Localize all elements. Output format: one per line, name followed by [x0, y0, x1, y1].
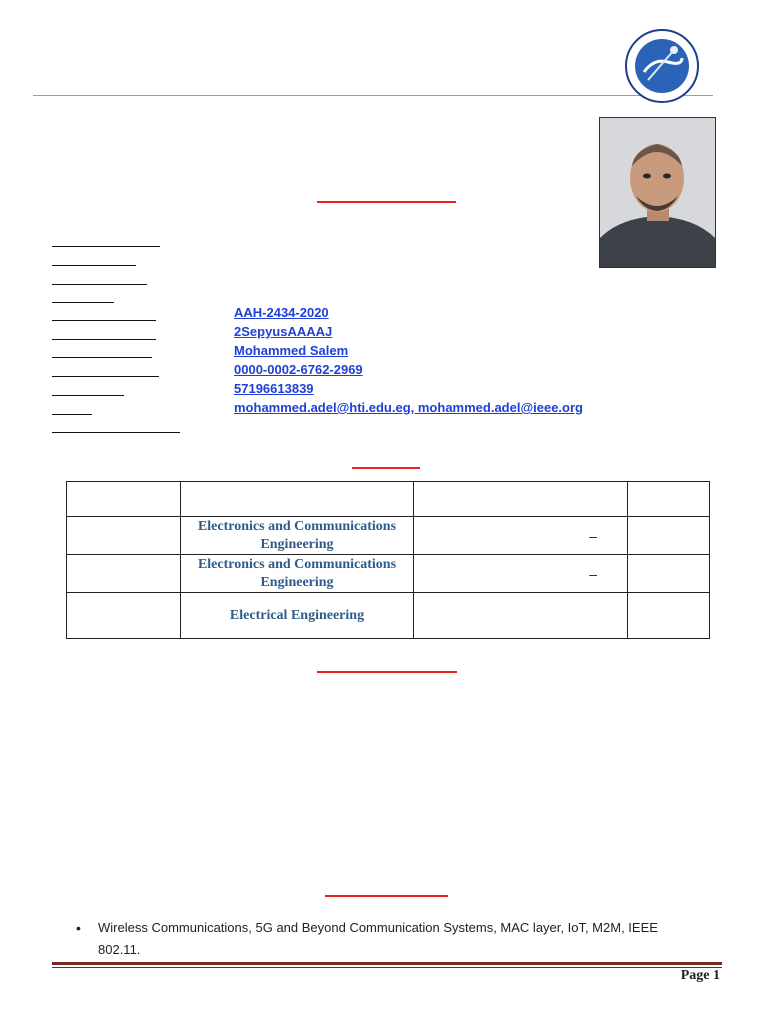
education-table: [66, 481, 710, 639]
degree-field: Electrical Engineering: [181, 593, 414, 639]
profile-photo: [599, 117, 716, 268]
label-underline: [52, 432, 180, 433]
table-header-row: [67, 482, 710, 517]
table-row: [67, 593, 710, 639]
section-heading-rule-personal: [317, 201, 456, 203]
table-cell: [414, 555, 628, 593]
researcher-id-link[interactable]: AAH-2434-2020: [234, 305, 329, 320]
page-number: Page 1: [680, 968, 720, 983]
section-heading-rule-interests: [325, 895, 448, 897]
label-underline: [52, 339, 156, 340]
label-underline: [52, 246, 160, 247]
label-underline: [52, 414, 92, 415]
research-interests-text: Wireless Communications, 5G and Beyond Communication Systems, MAC layer, IoT, M2M, IEEE 802.11.: [98, 920, 658, 957]
label-underline: [52, 320, 156, 321]
section-heading-rule-education: [352, 467, 420, 469]
table-cell: [628, 482, 710, 517]
table-cell: [414, 517, 628, 555]
date-dash: –: [589, 565, 597, 582]
table-cell: [67, 593, 181, 639]
table-cell: [628, 555, 710, 593]
table-cell: [414, 482, 628, 517]
table-cell: [414, 593, 628, 639]
scopus-id-link[interactable]: 57196613839: [234, 381, 314, 396]
table-cell: [67, 482, 181, 517]
table-cell: [181, 482, 414, 517]
label-underline: [52, 357, 152, 358]
table-cell: [67, 517, 181, 555]
table-row: [67, 517, 710, 555]
orcid-link[interactable]: 0000-0002-6762-2969: [234, 362, 363, 377]
table-cell: [67, 555, 181, 593]
label-underline: [52, 302, 114, 303]
label-underline: [52, 376, 159, 377]
date-dash: –: [589, 527, 597, 544]
header-divider: [33, 95, 713, 96]
table-cell: [628, 517, 710, 555]
degree-field: Electronics and Communications Engineering: [181, 517, 414, 555]
institute-logo: [624, 28, 700, 104]
profile-name-link[interactable]: Mohammed Salem: [234, 343, 349, 358]
table-cell: [628, 593, 710, 639]
google-scholar-link[interactable]: 2SepyusAAAAJ: [234, 324, 333, 339]
bullet-marker: •: [76, 920, 81, 936]
label-underline: [52, 265, 136, 266]
label-underline: [52, 284, 147, 285]
section-heading-rule-experience: [317, 671, 457, 673]
footer-rule: [52, 962, 722, 965]
label-underline: [52, 395, 124, 396]
table-row: [67, 555, 710, 593]
email-links[interactable]: mohammed.adel@hti.edu.eg, mohammed.adel@ieee.org: [234, 400, 583, 415]
footer-rule-thin: [52, 967, 722, 968]
degree-field: Electronics and Communications Engineering: [181, 555, 414, 593]
